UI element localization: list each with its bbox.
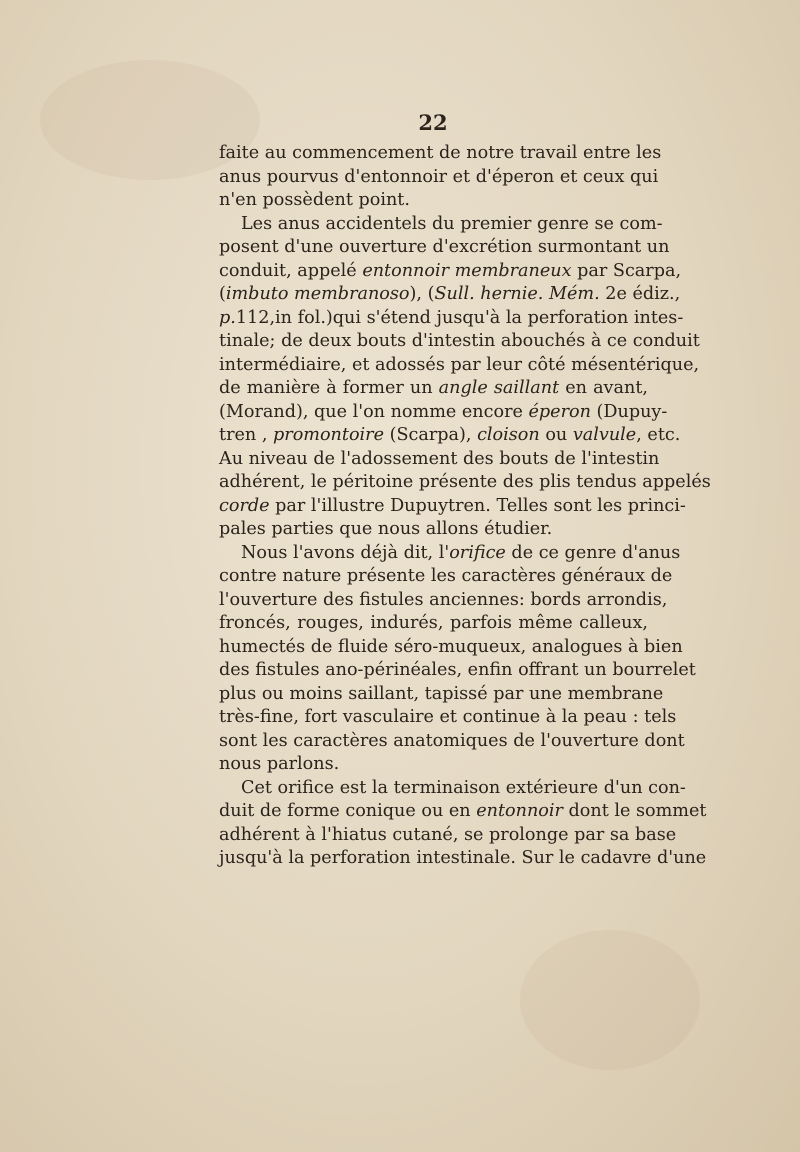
text-run: faite au commencement de notre travail entre les [219,143,662,163]
text-line [219,847,707,871]
text-run: 2e édiz., [599,284,681,304]
text-run: tren , [219,425,274,445]
text-run: ( [219,284,226,304]
text-run: Cet orifice est la terminaison extérieure d'un con- [241,777,686,798]
text-run: par Scarpa, [571,260,682,281]
paragraph [219,213,711,542]
italic-text: entonnoir membraneux [362,260,572,281]
text-line [219,142,662,166]
text-run: froncés, rouges, indurés, parfois même calleux, [219,613,648,633]
text-run: par l'illustre Dupuytren. Telles sont les princi- [269,495,686,516]
text-run: en avant, [559,378,648,398]
text-run: conduit, appelé [219,260,363,281]
text-run: dont le sommet [562,801,707,821]
text-run: adhérent, le péritoine présente des plis tendus appelés [219,472,711,492]
text-line [219,659,696,683]
text-line [219,377,648,401]
italic-text: promontoire [273,425,384,445]
text-line [219,753,648,777]
paragraph [219,777,707,871]
body-text [219,142,711,871]
text-line [219,213,663,237]
text-line [219,283,681,307]
italic-text: orifice [449,542,506,563]
text-run: Au niveau de l'adossement des bouts de l'intestin [219,448,660,469]
text-run: plus ou moins saillant, tapissé par une membrane [219,683,664,704]
text-run: ), ( [409,284,435,304]
italic-text: Sull. hernie. Mém. [434,284,600,304]
text-run: de ce genre d'anus [505,542,681,563]
text-run: jusqu'à la perforation intestinale. Sur le cadavre d'une [219,848,707,868]
text-run: sont les caractères anatomiques de l'ouverture dont [219,730,685,751]
text-run: contre nature présente les caractères généraux de [219,566,673,586]
italic-text: corde [219,495,270,516]
text-line [219,636,683,660]
text-line [219,612,648,636]
text-run: des fistules ano-périnéales, enfin offrant un bourrelet [219,660,696,680]
paragraph [219,142,662,213]
text-line [219,565,673,589]
text-line [219,330,700,354]
text-run: (Morand), que l'on nomme encore [219,401,529,422]
text-run: posent d'une ouverture d'excrétion surmontant un [219,237,670,257]
text-run: l'ouverture des fistules anciennes: bords arrondis, [219,589,668,610]
text-run: (Dupuy- [590,401,668,422]
text-run: Les anus accidentels du premier genre se com- [241,213,663,234]
paragraph [219,542,696,777]
text-line [219,518,648,542]
text-run: 112,in fol.)qui s'étend jusqu'à la perforation intes- [235,307,684,328]
text-line [219,495,686,519]
text-run: n'en possèdent point. [219,190,410,210]
text-run: anus pourvus d'entonnoir et d'éperon et ceux qui [219,166,659,187]
italic-text: cloison [477,425,540,445]
text-run: humectés de fluide séro-muqueux, analogues à bien [219,636,683,657]
text-line [219,424,681,448]
text-run: très-fine, fort vasculaire et continue à la peau : tels [219,707,677,727]
italic-text: p. [219,307,236,328]
text-run: nous parlons. [219,754,340,774]
text-line [219,354,700,378]
text-line [219,824,677,848]
text-run: duit de forme conique ou en [219,801,477,821]
italic-text: angle saillant [438,378,560,398]
text-line [219,542,681,566]
text-line [219,448,660,472]
italic-text: entonnoir [476,801,563,821]
text-run: ou [539,425,573,445]
italic-text: éperon [528,401,591,422]
text-line [219,236,670,260]
page-number: 22 [418,110,448,135]
text-run: pales parties que nous allons étudier. [219,519,553,539]
text-run: tinale; de deux bouts d'intestin abouchés à ce conduit [219,331,700,351]
text-line [219,589,668,613]
text-run: adhérent à l'hiatus cutané, se prolonge par sa base [219,824,677,845]
text-line [219,471,711,495]
text-line [219,800,707,824]
text-line [219,730,685,754]
text-run: Nous l'avons déjà dit, l' [241,542,450,563]
text-line [219,706,677,730]
text-run: , etc. [636,425,681,445]
italic-text: imbuto membranoso [225,284,410,304]
text-line [219,307,684,331]
text-run: intermédiaire, et adossés par leur côté mésentérique, [219,354,700,375]
text-line [219,401,668,425]
text-line [219,166,659,190]
text-run: (Scarpa), [384,425,478,445]
text-run: de manière à former un [219,378,439,398]
text-line [219,189,648,213]
text-line [219,683,664,707]
paper-stain [520,930,700,1070]
text-line [219,260,682,284]
italic-text: valvule [572,425,637,445]
text-line [219,777,686,801]
